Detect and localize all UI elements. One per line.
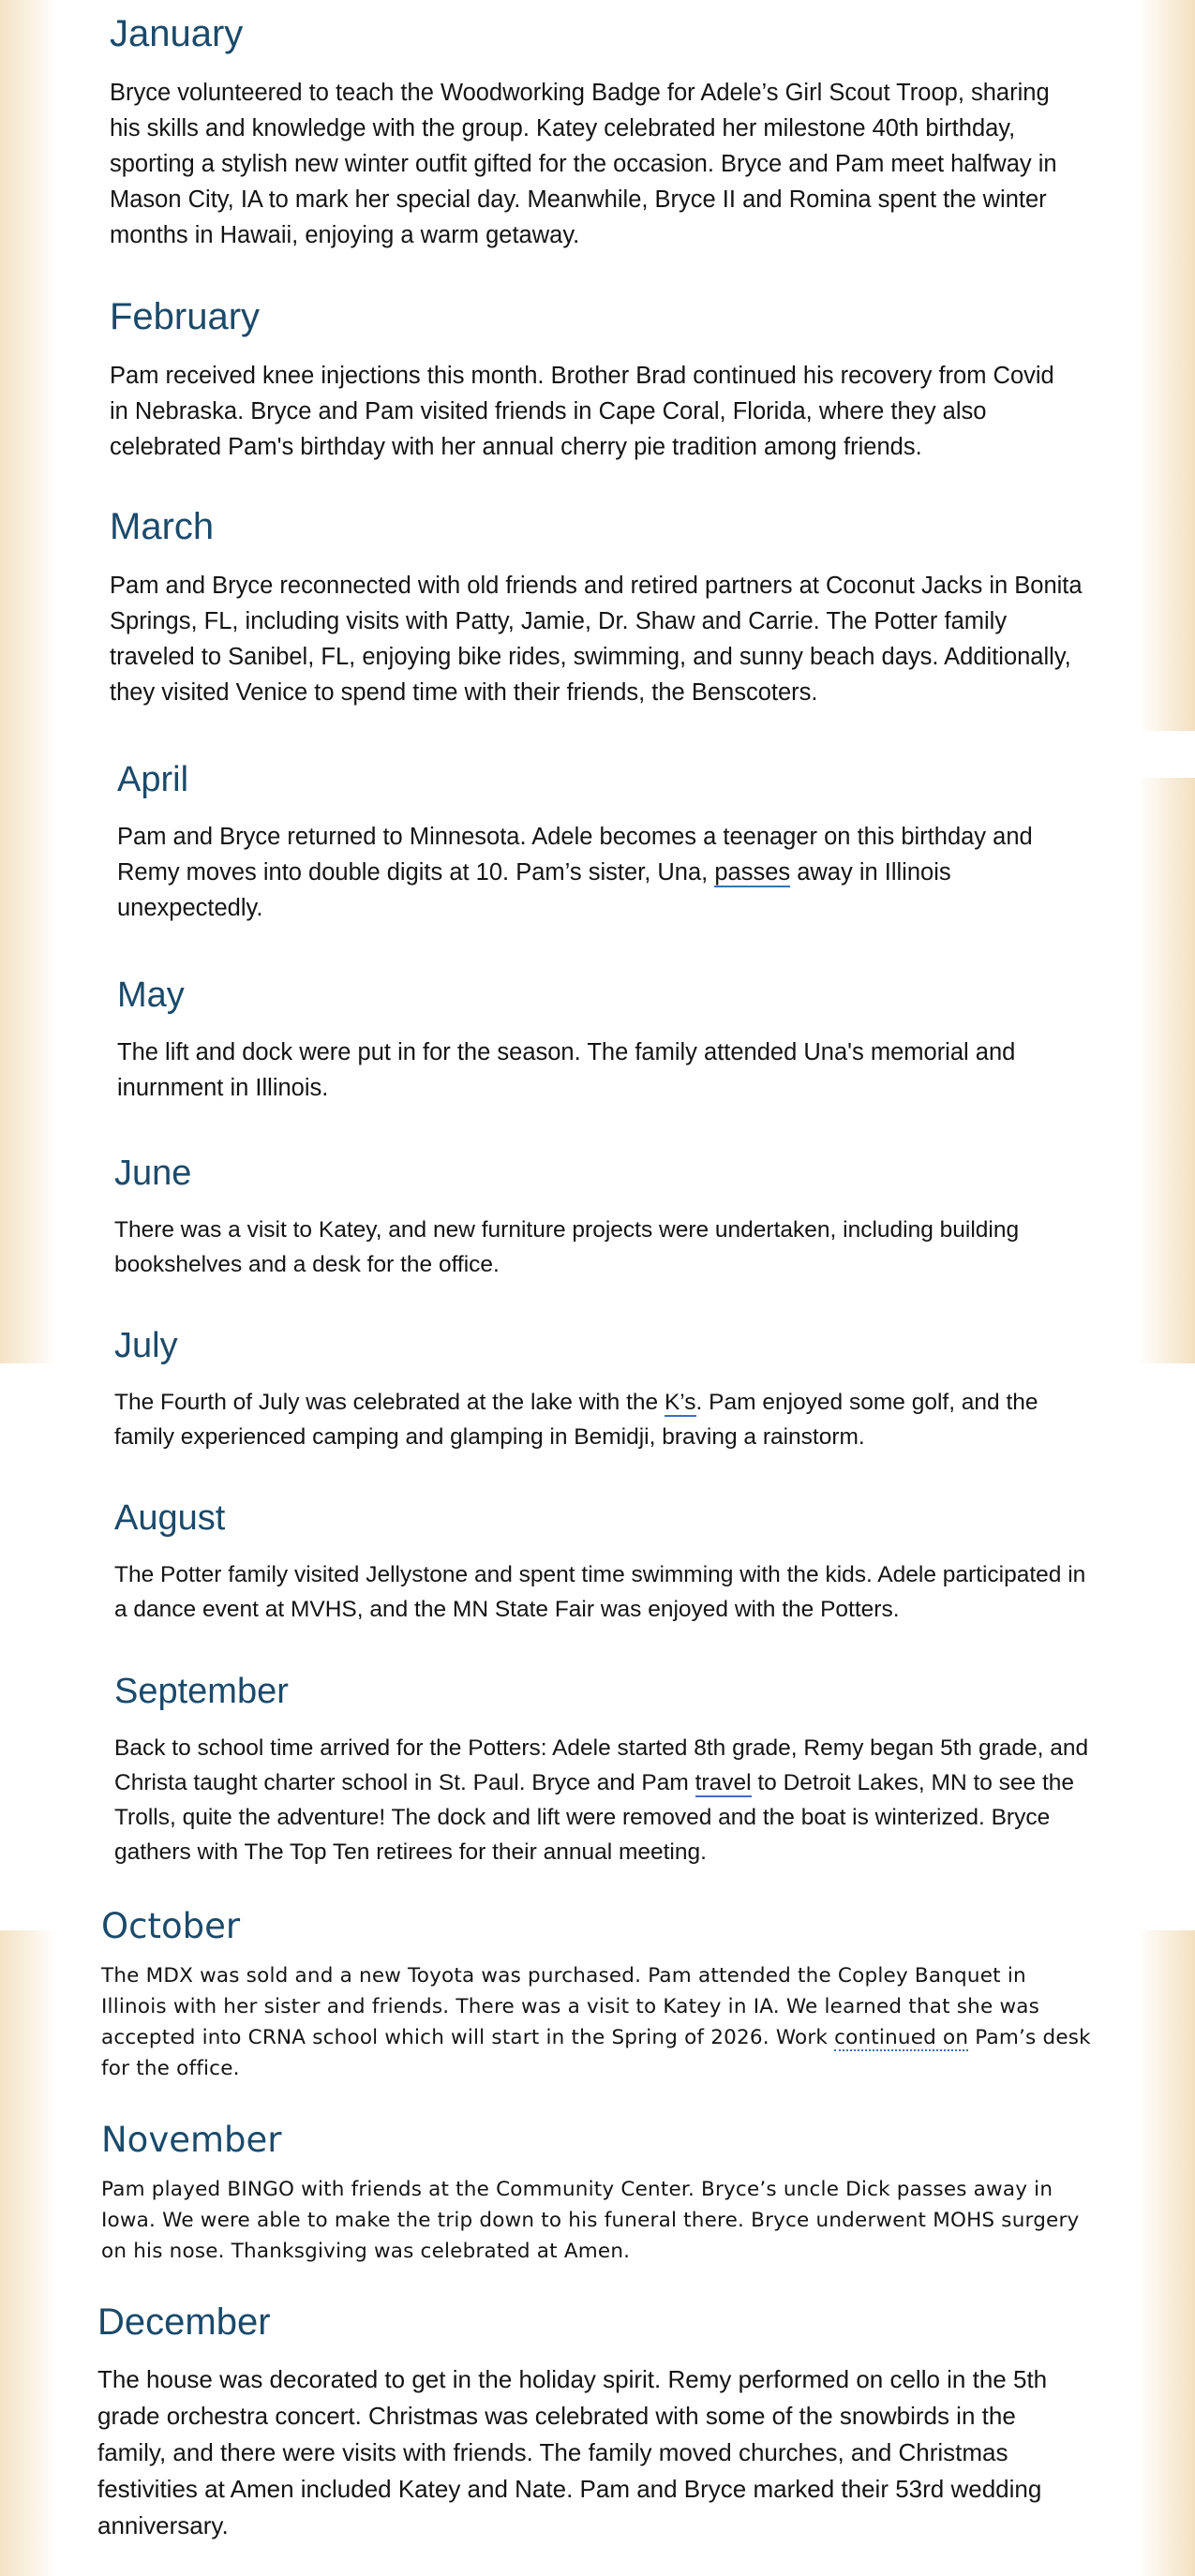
parchment-edge-right-lower [1139, 1930, 1195, 2576]
section-july [114, 1325, 1080, 1454]
text-run: Pam’s desk for the office. [101, 2026, 1091, 2081]
section-september [114, 1671, 1098, 1869]
month-heading-june: June [114, 1154, 192, 1193]
month-text-march: Pam and Bryce reconnected with old friends and retired partners at Coconut Jacks in Bonita Springs, FL, including visits with Patty, Jamie, Dr. Shaw and Carrie. The Potter family traveled to Sanibel, FL, enjoying bike rides, swimming, and sunny beach days. Additionally, they visited Venice to spend time with their friends, the Benscoters. [110, 573, 1083, 706]
month-heading-march: March [110, 506, 215, 547]
month-heading-october: October [101, 1906, 241, 1946]
month-heading-august: August [114, 1498, 226, 1538]
text-run: to Detroit Lakes, MN to see the Trolls, quite the adventure! The dock and lift were removed and the boat is winterized. Bryce gathers with The Top Ten retirees for their annual meeting. [114, 1769, 1075, 1865]
section-november [101, 2120, 1095, 2267]
month-text-april [117, 819, 1083, 926]
month-text-august: The Potter family visited Jellystone and spent time swimming with the kids. Adele participated in a dance event at MVHS, and the MN State Fair was enjoyed with the Potters. [114, 1561, 1086, 1622]
text-run: The Fourth of July was celebrated at the lake with the [114, 1389, 665, 1415]
section-december [97, 2300, 1091, 2544]
section-august [114, 1497, 1098, 1627]
month-text-december: The house was decorated to get in the holiday spirit. Remy performed on cello in the 5th grade orchestra concert. Christmas was celebrated with some of the snowbirds in the family, and there were visits with friends. The family moved churches, and Christmas festivities at Amen included Katey and Nate. Pam and Bryce marked their 53rd wedding anniversary. [97, 2365, 1048, 2539]
month-text-september [114, 1731, 1098, 1869]
parchment-edge-right [1139, 0, 1195, 731]
section-october [101, 1906, 1095, 2084]
text-run: The MDX was sold and a new Toyota was purchased. Pam attended the Copley Banquet in Illinois with her sister and friends. There was a visit to Katey in IA. We learned that she was accepted into CRNA school which will start in the Spring of 2026. Work [101, 1964, 1040, 2050]
section-january [110, 11, 1075, 253]
section-march [110, 504, 1094, 710]
parchment-edge-left-lower [0, 1930, 56, 2576]
tracked-change-word[interactable]: travel [695, 1769, 752, 1795]
month-heading-january: January [110, 13, 244, 54]
month-heading-december: December [97, 2301, 271, 2343]
month-text-july [114, 1385, 1080, 1454]
text-run: . Pam enjoyed some golf, and the family experienced camping and glamping in Bemidji, braving a rainstorm. [114, 1389, 1038, 1450]
month-text-november: Pam played BINGO with friends at the Community Center. Bryce’s uncle Dick passes away in Iowa. We were able to make the trip down to his funeral there. Bryce underwent MOHS surgery on his nose. Thanksgiving was celebrated at Amen. [101, 2178, 1080, 2264]
month-heading-september: September [114, 1672, 289, 1711]
tracked-change-word[interactable]: K’s [664, 1389, 696, 1415]
month-text-february: Pam received knee injections this month. Brother Brad continued his recovery from Covid in Nebraska. Bryce and Pam visited friends in Cape Coral, Florida, where they also celebrated Pam's birthday with her annual cherry pie tradition among friends. [110, 363, 1054, 460]
text-run: away in Illinois unexpectedly. [117, 858, 951, 921]
section-june [114, 1153, 1080, 1282]
month-text-june: There was a visit to Katey, and new furniture projects were undertaken, including building bookshelves and a desk for the office. [114, 1216, 1020, 1277]
month-text-january: Bryce volunteered to teach the Woodworking Badge for Adele’s Girl Scout Troop, sharing his skills and knowledge with the group. Katey celebrated her milestone 40th birthday, sporting a stylish new winter outfit gifted for the occasion. Bryce and Pam meet halfway in Mason City, IA to mark her special day. Meanwhile, Bryce II and Romina spent the winter months in Hawaii, enjoying a warm getaway. [110, 80, 1057, 248]
month-heading-february: February [110, 296, 261, 337]
month-heading-may: May [117, 975, 185, 1015]
tracked-change-word[interactable]: passes [714, 858, 791, 886]
grammar-flag-phrase[interactable]: continued on [834, 2026, 969, 2050]
text-run: Back to school time arrived for the Potters: Adele started 8th grade, Remy began 5th grade, and Christa taught charter school in St. Paul. Bryce and Pam [114, 1735, 1089, 1795]
section-february [110, 294, 1075, 465]
month-heading-april: April [117, 760, 189, 799]
section-april [117, 759, 1083, 926]
month-heading-november: November [101, 2120, 282, 2160]
parchment-edge-left [0, 0, 56, 1363]
text-run: Pam and Bryce returned to Minnesota. Adele becomes a teenager on this birthday and Remy moves into double digits at 10. Pam’s sister, Una, [117, 823, 1033, 886]
month-heading-july: July [114, 1326, 178, 1365]
month-text-may: The lift and dock were put in for the season. The family attended Una's memorial and inurnment in Illinois. [117, 1038, 1016, 1101]
section-may [117, 975, 1083, 1106]
parchment-edge-right-mid [1139, 778, 1195, 1363]
month-text-october [101, 1960, 1095, 2084]
